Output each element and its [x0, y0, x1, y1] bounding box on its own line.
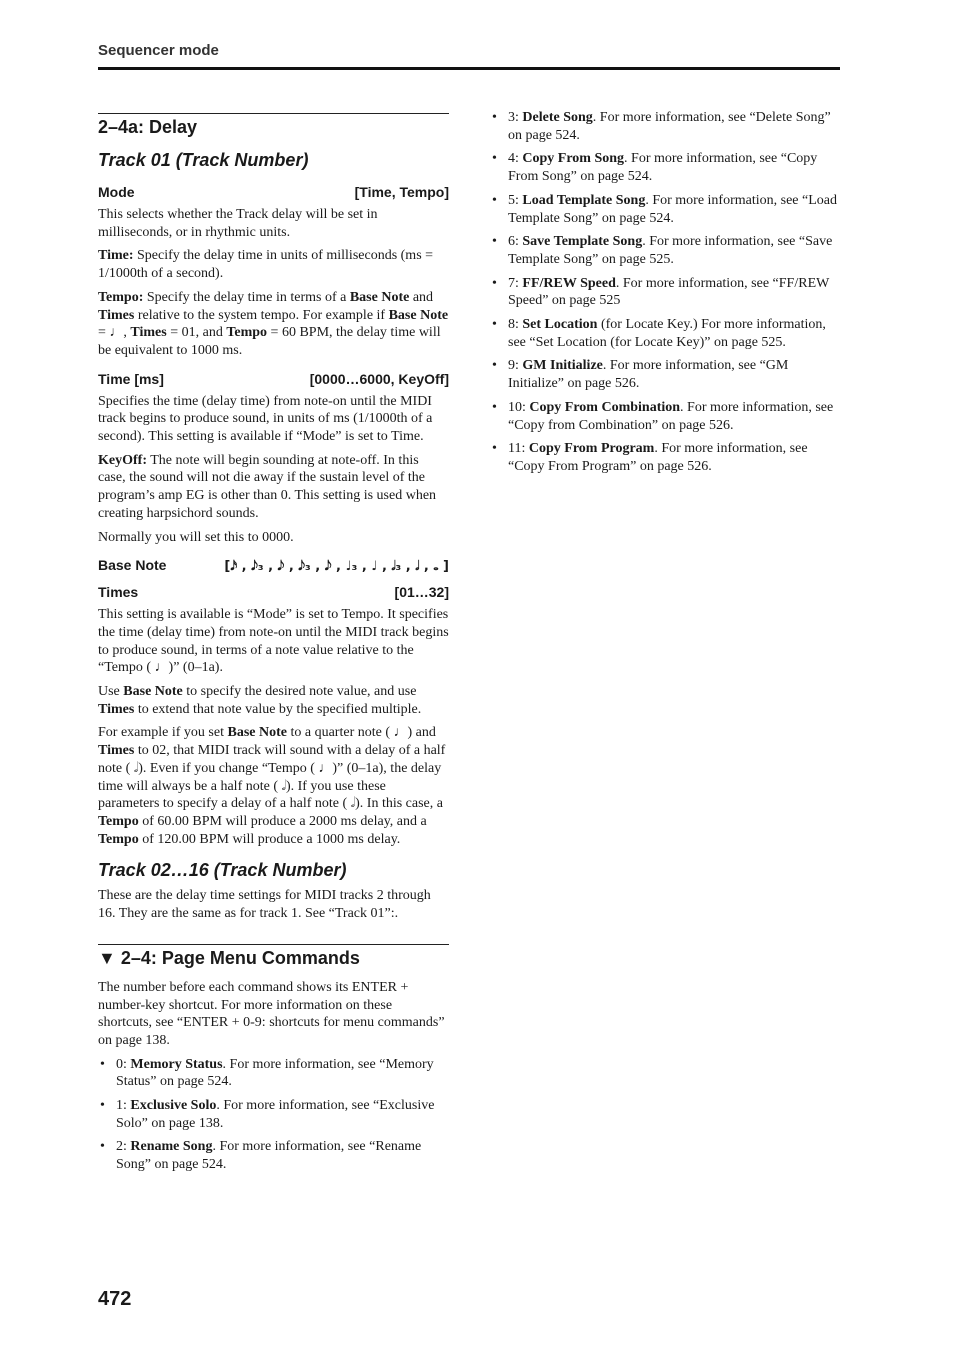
mode-tempo-desc: Tempo: Specify the delay time in terms of a Base Note and Times relative to the system tempo. For example if Base Note = ♩, Times = 01, and Tempo = 60 BPM, the delay time will be equivalent to 1000 ms.: [98, 289, 449, 358]
menu-list-right: [490, 109, 840, 476]
mode-range: [Time, Tempo]: [354, 184, 449, 200]
times-label: Times: [98, 584, 139, 601]
list-item: • 0: Memory Status. For more information, see “Memory Status” on page 524.: [98, 1056, 449, 1091]
list-item: • 4: Copy From Song. For more information, see “Copy From Song” on page 524.: [490, 150, 840, 185]
track02-desc: These are the delay time settings for MIDI tracks 2 through 16. They are the same as for track 1. See “Track 01”:.: [98, 888, 431, 922]
section-title: 2–4a: Delay: [98, 117, 198, 137]
mode-param: [98, 184, 449, 200]
times-use-desc: Use Base Note to specify the desired note value, and use Times to extend that note value by the specified multiple.: [98, 684, 422, 717]
time-ms-param: [98, 371, 449, 387]
times-example-desc: For example if you set Base Note to a quarter note ( ♩) and Times to 02, that MIDI track will sound with a delay of a half note ( 𝅗𝅥). Even if you change “Tempo ( ♩)” (0–1a), the delay time will always be a half note ( 𝅗𝅥). If you use these parameters to specify a delay of a half note ( 𝅗𝅥). In this case, a Tempo of 60.00 BPM will produce a 2000 ms delay, and a Tempo of 120.00 BPM will produce a 1000 ms delay.: [98, 725, 446, 847]
times-range: [01…32]: [394, 584, 449, 601]
menu-list-left: [98, 1056, 449, 1174]
base-note-range: [𝅘𝅥𝅯 , 𝅘𝅥𝅮₃ , 𝅘𝅥𝅮 , 𝅘𝅥𝅮₃ , 𝅘𝅥𝅮 , ♩₃ , ♩ , 𝅗𝅥₃ , 𝅗𝅥 , 𝅝 ]: [224, 559, 449, 575]
list-item: • 8: Set Location (for Locate Key.) For more information, see “Set Location (for Locate Key)” on page 525.: [490, 316, 840, 351]
times-desc: This setting is available is “Mode” is set to Tempo. It specifies the time (delay time) from note-on until the MIDI track begins to produce sound, in terms of a note value relative to the “Tempo ( ♩)” (0–1a).: [98, 607, 449, 676]
keyoff-desc: KeyOff: The note will begin sounding at note-off. In this case, the sound will not die away if the sustain level of the program’s amp EG is other than 0. This setting is used when creating harpsichord sounds.: [98, 452, 437, 521]
time-ms-range: [0000…6000, KeyOff]: [309, 370, 449, 387]
time-ms-desc: Specifies the time (delay time) from note-on until the MIDI track begins to produce sound, in units of ms (1/1000th of a second). This setting is available if “Mode” is set to Time.: [98, 393, 433, 445]
menu-title: ▼ 2–4: Page Menu Commands: [98, 947, 360, 968]
menu-intro: The number before each command shows its ENTER + number-key shortcut. For more information on these shortcuts, see “ENTER + 0-9: shortcuts for menu commands” on page 138.: [98, 979, 445, 1048]
time-ms-label: Time [ms]: [98, 370, 164, 387]
list-item: • 6: Save Template Song. For more information, see “Save Template Song” on page 525.: [490, 233, 840, 268]
list-item: • 7: FF/REW Speed. For more information, see “FF/REW Speed” on page 525: [490, 275, 840, 310]
list-item: • 1: Exclusive Solo. For more information, see “Exclusive Solo” on page 138.: [98, 1097, 449, 1132]
running-header: Sequencer mode: [98, 42, 219, 59]
section-rule: [98, 113, 449, 138]
time-ms-normal: Normally you will set this to 0000.: [98, 529, 294, 545]
list-item: • 10: Copy From Combination. For more information, see “Copy from Combination” on page 526.: [490, 399, 840, 434]
menu-rule: [98, 944, 449, 969]
mode-desc: This selects whether the Track delay will be set in milliseconds, or in rhythmic units.: [98, 207, 378, 240]
list-item: • 11: Copy From Program. For more information, see “Copy From Program” on page 526.: [490, 440, 840, 475]
mode-label: Mode: [98, 184, 135, 200]
header-rule: [98, 67, 840, 70]
track01-title: Track 01 (Track Number): [98, 150, 309, 170]
list-item: • 5: Load Template Song. For more information, see “Load Template Song” on page 524.: [490, 192, 840, 227]
track02-title: Track 02…16 (Track Number): [98, 860, 347, 881]
list-item: • 3: Delete Song. For more information, see “Delete Song” on page 524.: [490, 109, 840, 144]
times-param: [98, 584, 449, 600]
mode-time-desc: Time: Specify the delay time in units of milliseconds (ms = 1/1000th of a second).: [98, 248, 434, 282]
base-note-label: Base Note: [98, 557, 167, 574]
page-number: 472: [98, 1288, 132, 1310]
list-item: • 9: GM Initialize. For more information, see “GM Initialize” on page 526.: [490, 357, 840, 392]
base-note-param: [98, 557, 449, 574]
right-column: [490, 109, 840, 482]
left-column: [98, 113, 449, 1180]
list-item: • 2: Rename Song. For more information, see “Rename Song” on page 524.: [98, 1138, 449, 1173]
